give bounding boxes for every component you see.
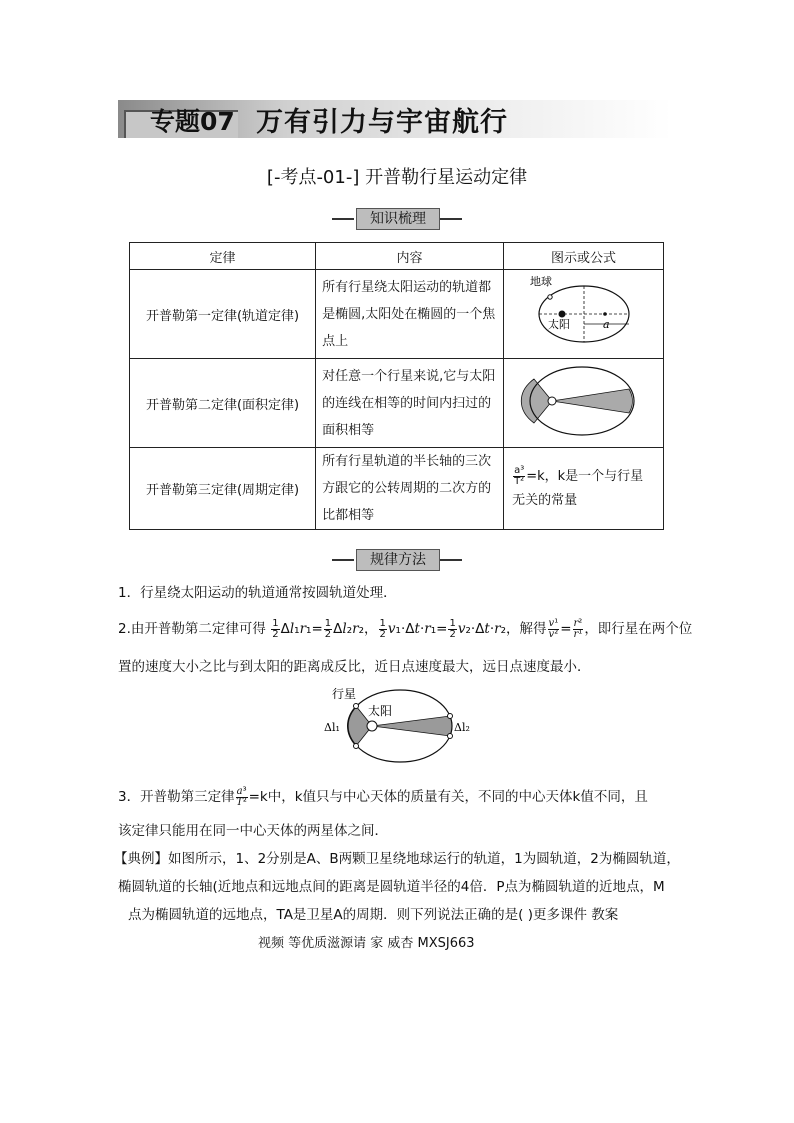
area-law-diagram: [322, 684, 472, 766]
area-sweep-diagram: [504, 359, 659, 443]
table-header-figure: 图示或公式: [504, 243, 664, 270]
sun-dot: [559, 311, 566, 318]
semi-axis-label: a: [603, 318, 610, 331]
pill-right-line: [440, 559, 462, 561]
method-pill: [332, 549, 462, 571]
sun-dot: [367, 721, 377, 731]
area-law-figure: [504, 359, 664, 448]
method-item-2-line2: 置的速度大小之比与到太阳的距离成反比，近日点速度最大，远日点速度最小．: [118, 659, 591, 675]
example-line-1: 【典例】如图所示，1、2分别是A、B两颗卫星绕地球运行的轨道，1为圆轨道，2为椭圆轨道，: [114, 851, 680, 867]
law-content: 所有行星轨道的半长轴的三次方跟它的公转周期的二次方的比都相等: [316, 448, 504, 530]
law-content: 对任意一个行星来说,它与太阳的连线在相等的时间内扫过的面积相等: [316, 359, 504, 448]
knowledge-pill: [332, 208, 462, 230]
sun-label: 太阳: [548, 318, 571, 331]
earth-label: 地球: [530, 275, 553, 288]
table-header-row: [130, 243, 664, 270]
table-row: [130, 359, 664, 448]
elliptical-orbit-diagram: [504, 270, 659, 354]
kepler-laws-table: [129, 242, 664, 530]
method-pill-label: 规律方法: [356, 549, 440, 571]
sun-dot: [548, 397, 556, 405]
section-title: [-考点-01-] 开普勒行星运动定律: [266, 167, 528, 188]
pill-right-line: [440, 218, 462, 220]
focus-dot: [603, 312, 607, 316]
table-header-content: 内容: [316, 243, 504, 270]
law-name: 开普勒第一定律(轨道定律): [130, 270, 316, 359]
example-line-4: 视频 等优质滋源请 家 威杏 MXSJ663: [258, 936, 475, 951]
kepler-third-fraction: $\frac{\text{a³}}{\text{T²}}$: [514, 464, 525, 487]
example-line-2: 椭圆轨道的长轴(近地点和远地点间的距离是圆轨道半径的4倍．P点为椭圆轨道的近地点，M: [118, 879, 665, 895]
sun-label: 太阳: [368, 704, 393, 718]
topic-label: 专题07: [150, 107, 235, 136]
law-content: 所有行星绕太阳运动的轨道都是椭圆,太阳处在椭圆的一个焦点上: [316, 270, 504, 359]
table-header-law: 定律: [130, 243, 316, 270]
pill-left-line: [332, 218, 354, 220]
knowledge-pill-label: 知识梳理: [356, 208, 440, 230]
method-item-3: 3．开普勒第三定律 $\frac{\text{a³}}{\text{T²}}$ =k中，k值只与中心天体的质量有关，不同的中心天体k值不同，且: [118, 785, 648, 808]
topic-banner: [118, 100, 672, 138]
example-line-3: 点为椭圆轨道的远地点，TA是卫星A的周期．则下列说法正确的是( )更多课件 教案: [128, 907, 619, 923]
law-name: 开普勒第二定律(面积定律): [130, 359, 316, 448]
orbit-law-figure: [504, 270, 664, 359]
law-name: 开普勒第三定律(周期定律): [130, 448, 316, 530]
delta-l2-label: Δl₂: [454, 721, 470, 734]
page-title: 万有引力与宇宙航行: [256, 107, 508, 138]
earth-dot: [548, 295, 552, 299]
period-law-formula: [504, 448, 664, 530]
method-item-1: 1．行星绕太阳运动的轨道通常按圆轨道处理．: [118, 585, 397, 601]
method-item-2: 2.由开普勒第二定律可得 $\frac{1}{2}$ Δl₁r₁= $\frac{1}{2}$ Δl₂r₂， $\frac{1}{2}$ v₁·Δt·r₁= $\frac{1}{2}$ v₂·Δt·r₂，解得 $\frac{\text{v¹}}{\text{v²}}$ = $\frac{\text{r²}}{\text{r¹}}$ ，即行星在两个位: [118, 617, 693, 640]
pill-left-line: [332, 559, 354, 561]
planet-label: 行星: [332, 687, 357, 701]
formula-text: =k，k是一个与行星无关的常量: [512, 468, 644, 508]
method-item-3-line2: 该定律只能用在同一中心天体的两星体之间．: [118, 823, 388, 839]
delta-l1-label: Δl₁: [324, 721, 340, 734]
table-row: [130, 270, 664, 359]
table-row: [130, 448, 664, 530]
